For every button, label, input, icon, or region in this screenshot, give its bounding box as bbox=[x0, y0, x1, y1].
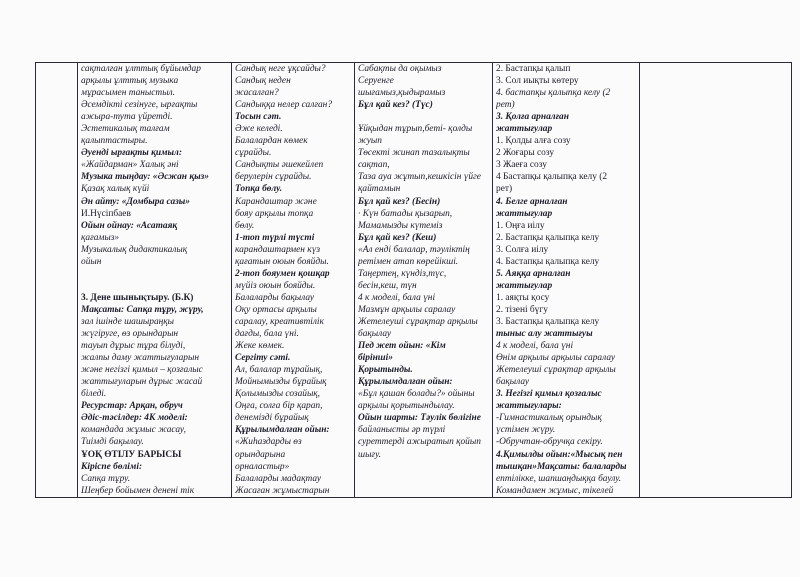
text-line: берулерін сұрайды. bbox=[235, 172, 312, 183]
text-line: Топқа бөлу. bbox=[235, 184, 283, 195]
text-line: карандаштармен күз bbox=[235, 244, 321, 255]
text-line bbox=[81, 280, 229, 292]
text-line: Мазмұн арқылы саралау bbox=[358, 304, 456, 315]
text-line: Эстетикалық талғам bbox=[81, 124, 170, 135]
text-line: Балалардан көмек bbox=[235, 136, 308, 147]
text-line: Сапқа тұру. bbox=[81, 473, 131, 484]
text-line: Құрылымдалған ойын: bbox=[235, 425, 330, 436]
text-line: арқылы қорытындылау. bbox=[358, 401, 455, 412]
text-line: Мойнымызды бұрайық bbox=[235, 377, 327, 388]
text-line: · Күн батады қызарып, bbox=[358, 208, 453, 219]
text-line: Сергіту сәті. bbox=[235, 353, 291, 364]
text-line: 4. Бастапқы қалыпқа келу bbox=[496, 256, 600, 267]
text-line: Қазақ халық күйі bbox=[81, 184, 150, 195]
text-line: қалыптастыры. bbox=[81, 136, 148, 147]
text-line: Бұл қай кез? (Кеш) bbox=[358, 232, 437, 243]
text-line: бірінші» bbox=[358, 353, 393, 364]
text-line: суреттерді ажыратып қойып bbox=[358, 437, 481, 448]
text-line: -Гимнастикалық орындық bbox=[496, 413, 602, 424]
text-line: қағамыз» bbox=[81, 232, 120, 243]
column-day-empty bbox=[36, 63, 78, 498]
text-line: мұрасымен таныстыл. bbox=[81, 88, 175, 99]
text-line: бақылау bbox=[496, 377, 530, 388]
text-line: «Жиһаздарды өз bbox=[235, 437, 302, 448]
text-line: 3. Дене шынықтыру. (Б.К) bbox=[81, 292, 194, 303]
text-line: И.Нүсіпбаев bbox=[81, 208, 131, 219]
text-line: Таза ауа жұтып,кешкісін үйге bbox=[358, 172, 481, 183]
text-line: Қолымызды созайық, bbox=[235, 389, 321, 400]
text-line: Бұл қай кез? (Түс) bbox=[358, 100, 433, 111]
text-line: жаттығулар bbox=[496, 280, 553, 291]
text-line: орындарына bbox=[235, 449, 286, 460]
text-line: Командамен жұмыс, тікелей bbox=[496, 485, 614, 496]
text-line: 5. Аяққа арналған bbox=[496, 268, 571, 279]
text-line: Жетелеуші сұрақтар арқылы bbox=[358, 316, 478, 327]
text-line: Төсекті жинап тазалықты bbox=[358, 148, 470, 159]
text-line: Тиімді бақылау. bbox=[81, 437, 144, 448]
text-line: орналастыр» bbox=[235, 461, 290, 472]
text-line: шығу. bbox=[358, 449, 381, 460]
text-line: денемізді бұрайық bbox=[235, 413, 309, 424]
table-row bbox=[36, 63, 792, 498]
text-line bbox=[81, 268, 229, 280]
text-line: жаттығуларын дұрыс жасай bbox=[81, 377, 203, 388]
text-line: Әдіс-тәсілдер: 4К моделі: bbox=[81, 413, 188, 424]
text-line: ҰОҚ ӨТІЛУ БАРЫСЫ bbox=[81, 449, 182, 460]
text-line: байланысты әр түрлі bbox=[358, 425, 446, 436]
text-line: дағды, бала үні. bbox=[235, 329, 299, 340]
text-line: саралау, креативтілік bbox=[235, 316, 324, 327]
text-line: 4 к моделі, бала үні bbox=[496, 341, 574, 352]
text-line: жуып bbox=[358, 136, 382, 147]
text-line: жалпы даму жаттығуларын bbox=[81, 353, 199, 364]
column-art-activity bbox=[232, 63, 355, 498]
text-line: Сабақты да оқымыз bbox=[358, 64, 442, 74]
text-line: «Ал енді балалар, тәуліктің bbox=[358, 244, 470, 255]
text-line: Сандық неге ұқсайды? bbox=[235, 64, 326, 74]
text-line: командада жұмыс жасау, bbox=[81, 425, 186, 436]
column-cognition-activity bbox=[355, 63, 493, 498]
text-line: тышқан»Мақсаты: балаларды bbox=[496, 461, 627, 472]
text-line: рет) bbox=[496, 184, 513, 195]
text-line: 4 Бастапқы қалыпқа келу (2 bbox=[496, 172, 608, 183]
text-line: 1. Қолды алға созу bbox=[496, 136, 571, 147]
text-line: қайтамын bbox=[358, 184, 401, 195]
text-line: 2. Бастапқы қалыпқа келу bbox=[496, 232, 600, 243]
column-exercises bbox=[493, 63, 640, 498]
text-line: Кіріспе бөлімі: bbox=[81, 461, 143, 472]
text-line: жаттығулар bbox=[496, 124, 553, 135]
text-line: бақылау bbox=[358, 329, 392, 340]
text-line: 1-топ түрлі түсті bbox=[235, 232, 315, 243]
text-line: Жасаған жұмыстарын bbox=[235, 485, 330, 496]
text-line: рет) bbox=[496, 100, 515, 111]
text-line: Әсемдікті сезінуге, ырғақты bbox=[81, 100, 198, 111]
text-line: мүйіз оюын бояйды. bbox=[235, 280, 316, 291]
text-line: Таңертең, күндіз,түс, bbox=[358, 268, 447, 279]
text-line: Құрылымдалған ойын: bbox=[358, 377, 453, 388]
text-line: ретімен атап көрейікші. bbox=[358, 256, 459, 267]
text-line: шығамыз,қыдырамыз bbox=[358, 88, 446, 99]
text-line: 4 к моделі, бала үні bbox=[358, 292, 436, 303]
text-line: Жеке көмек. bbox=[235, 341, 285, 352]
text-line: 1. Оңға иілу bbox=[496, 220, 545, 231]
text-line: Сандықты әшекейлеп bbox=[235, 160, 324, 171]
text-line: Оңға, солға бір қарап, bbox=[235, 401, 323, 412]
text-line: Балаларды бақылау bbox=[235, 292, 315, 303]
text-line: арқылы ұлттық музыка bbox=[81, 76, 179, 87]
text-line: -Обручтан-обручқа секіру. bbox=[496, 437, 603, 448]
text-line: Ойын ойнау: «Асатаяқ bbox=[81, 220, 178, 231]
text-line: Тосын сәт. bbox=[235, 112, 282, 123]
text-line: тыныс алу жаттығуы bbox=[496, 329, 593, 340]
text-line: біледі. bbox=[81, 389, 107, 400]
text-line: Ойын шарты: Тәулік бөлігіне bbox=[358, 413, 481, 424]
text-line: бөлу. bbox=[235, 220, 255, 231]
text-line: 1. аяқты қосу bbox=[496, 292, 550, 303]
text-line: Әже келеді. bbox=[235, 124, 283, 135]
text-line: 3. Негізгі қимыл қозғалыс bbox=[496, 389, 602, 400]
text-line: Ән айту: «Домбыра сазы» bbox=[81, 196, 190, 207]
text-line: 2 Жоғары созу bbox=[496, 148, 555, 159]
text-line: сақтап, bbox=[358, 160, 390, 171]
text-line: және негізгі қимыл – қозғалыс bbox=[81, 365, 203, 376]
text-line: жаттығулар bbox=[496, 208, 553, 219]
column-notes-empty bbox=[640, 63, 792, 498]
text-line: ажыра-тута үйретді. bbox=[81, 112, 173, 123]
text-line: 2. тізені бүгу bbox=[496, 304, 548, 315]
text-line: Пед жет ойын: «Кім bbox=[358, 341, 446, 352]
text-line: Сандыққа нелер салған? bbox=[235, 100, 333, 111]
text-line: Музыка тыңдау: «Әсжан қыз» bbox=[81, 172, 209, 183]
text-line: Ұйқыдан тұрып,беті- қолды bbox=[358, 124, 473, 135]
text-line: Жетелеуші сұрақтар арқылы bbox=[496, 365, 616, 376]
text-line: бояу арқылы топқа bbox=[235, 208, 314, 219]
text-line: сақталған ұлттық бұйымдар bbox=[81, 64, 201, 74]
text-line: 4. бастапқы қалыпқа келу (2 bbox=[496, 88, 611, 99]
text-line: Оқу ортасы арқылы bbox=[235, 304, 317, 315]
text-line: бесін,кеш, түн bbox=[358, 280, 417, 291]
text-line: жасалған? bbox=[235, 88, 279, 99]
text-line: Әуенді ырғақты қимыл: bbox=[81, 148, 182, 159]
text-line: 4.Қимылды ойын:«Мысық пен bbox=[496, 449, 623, 460]
text-line: жаттығулары: bbox=[496, 401, 562, 412]
text-line: «Жайдарман» Халық әні bbox=[81, 160, 179, 171]
text-line: 4. Белге арналған bbox=[496, 196, 568, 207]
text-line: ептілікке, шапшаңдыққа баулу. bbox=[496, 473, 622, 484]
text-line: 3. Бастапқы қалыпқа келу bbox=[496, 316, 600, 327]
text-line: ойын bbox=[81, 256, 102, 267]
text-line bbox=[358, 111, 490, 123]
text-line: қағатын оюын бояйды. bbox=[235, 256, 329, 267]
text-line: Мақсаты: Сапқа тұру, жүру, bbox=[81, 304, 204, 315]
text-line: «Бұл қашан болады?» ойыны bbox=[358, 389, 475, 400]
text-line: сұрайды. bbox=[235, 148, 272, 159]
text-line: 3 Жаеға созу bbox=[496, 160, 547, 171]
column-music-physical-education bbox=[78, 63, 232, 498]
text-line: 2. Бастапқы қалып bbox=[496, 64, 571, 74]
text-line: зал ішінде шашыраңқы bbox=[81, 316, 175, 327]
text-line: Серуенге bbox=[358, 76, 394, 87]
text-line: Қорытынды. bbox=[358, 365, 413, 376]
text-line: Шеңбер бойымен денені тік bbox=[81, 485, 195, 496]
text-line: 3. Қолға арналған bbox=[496, 112, 569, 123]
text-line: Музыкалық дидактикалық bbox=[81, 244, 188, 255]
text-line: Өнім арқылы арқылы саралау bbox=[496, 353, 616, 364]
text-line: Сандық неден bbox=[235, 76, 291, 87]
lesson-plan-table bbox=[35, 62, 792, 498]
text-line: Ал, балалар тұрайық, bbox=[235, 365, 323, 376]
text-line: 3. Сол иықты көтеру bbox=[496, 76, 579, 87]
text-line: Бұл қай кез? (Бесін) bbox=[358, 196, 441, 207]
text-line: Карандаштар және bbox=[235, 196, 317, 207]
text-line: 2-топ бояумен қошқар bbox=[235, 268, 330, 279]
text-line: Мамамызды күтеміз bbox=[358, 220, 443, 231]
text-line: Ресурстар: Арқан, обруч bbox=[81, 401, 183, 412]
text-line: тауып дұрыс тұра білуді, bbox=[81, 341, 186, 352]
text-line: Балаларды мадақтау bbox=[235, 473, 322, 484]
text-line: 3. Солға иілу bbox=[496, 244, 549, 255]
text-line: үстімен жүру. bbox=[496, 425, 556, 436]
text-line: жүгіруге, өз орындарын bbox=[81, 329, 179, 340]
